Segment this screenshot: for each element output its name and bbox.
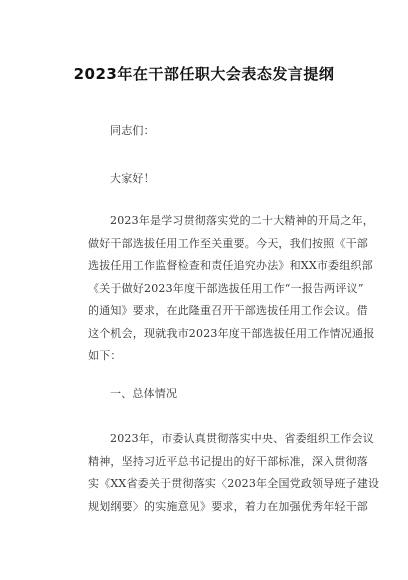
- salutation-text: 同志们：: [110, 124, 155, 137]
- paragraph-line: 实《XX省委关于贯彻落实〈2023年全国党政领导班子建设: [88, 477, 380, 490]
- greeting: [88, 168, 324, 191]
- paragraph-line: 如下：: [88, 349, 122, 362]
- paragraph-line: 的通知》要求，在此隆重召开干部选拔任用工作会议。借: [88, 304, 368, 317]
- paragraph-intro: [88, 210, 375, 368]
- paragraph-line: 2023年是学习贯彻落实党的二十大精神的开局之年，: [110, 214, 374, 227]
- paragraph-line: 精神，坚持习近平总书记提出的好干部标准，深入贯彻落: [88, 454, 368, 468]
- document-title: 2023年在干部任职大会表态发言提纲: [73, 65, 335, 83]
- section-heading: [88, 383, 324, 406]
- paragraph-line: 规划纲要〉的实施意见》要求，着力在加强优秀年轻干部: [88, 499, 368, 513]
- paragraph-overview: [88, 428, 380, 518]
- paragraph-line: 选拔任用工作监督检查和责任追究办法》和XX市委组织部: [88, 259, 373, 272]
- paragraph-line: 《关于做好2023年度干部选拔任用工作“一报告两评议”: [88, 281, 364, 295]
- section-heading-text: 一、总体情况: [110, 387, 178, 400]
- paragraph-line: 做好干部选拔任用工作至关重要。今天，我们按照《干部: [88, 236, 368, 250]
- greeting-text: 大家好！: [110, 172, 155, 185]
- paragraph-line: 2023年，市委认真贯彻落实中央、省委组织工作会议: [110, 432, 374, 445]
- paragraph-line: 这个机会，现就我市2023年度干部选拔任用工作情况通报: [88, 326, 375, 340]
- salutation: [88, 120, 324, 143]
